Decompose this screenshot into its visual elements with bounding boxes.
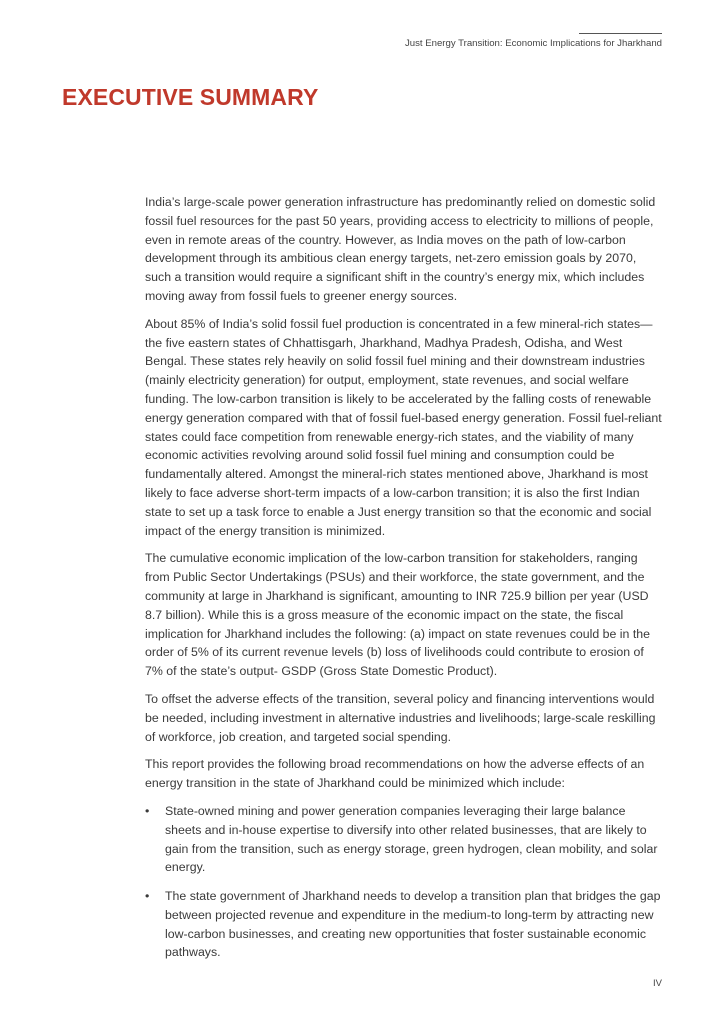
list-item-text: State-owned mining and power generation companies leveraging their large balance sheets and in-house expertise to diversify into other related businesses, that are likely to gain from the transition, such as energy storage, green hydrogen, clean mobility, and solar energy. [165, 803, 658, 875]
paragraph: India’s large-scale power generation infrastructure has predominantly relied on domestic solid fossil fuel resources for the past 50 years, providing access to electricity to millions of people, even in remote areas of the country. However, as India moves on the path of low-carbon development through its ambitious clean energy targets, net-zero emission goals by 2070, such a transition would require a significant shift in the country’s energy mix, which includes moving away from fossil fuels to greener energy sources. [145, 195, 656, 303]
paragraph: To offset the adverse effects of the transition, several policy and financing interventions would be needed, including investment in alternative industries and livelihoods; large-scale reskilling of workforce, job creation, and targeted social spending. [145, 691, 656, 744]
bullet-icon: • [145, 803, 150, 818]
paragraph: This report provides the following broad recommendations on how the adverse effects of an energy transition in the state of Jharkhand could be minimized which include: [145, 757, 645, 791]
recommendation-list [145, 802, 665, 962]
running-header: Just Energy Transition: Economic Implications for Jharkhand [404, 38, 662, 49]
page-title: EXECUTIVE SUMMARY [62, 84, 319, 110]
header-rule [579, 33, 662, 34]
list-item [145, 802, 665, 877]
bullet-icon: • [145, 889, 150, 904]
paragraph: The cumulative economic implication of the low-carbon transition for stakeholders, ranging from Public Sector Undertakings (PSUs) and their workforce, the state government, and the community at large in Jharkhand is significant, amounting to INR 725.9 billion per year (USD 8.7 billion). While this is a gross measure of the economic impact on the state, the fiscal implication for Jharkhand includes the following: (a) impact on state revenues could be in the order of 5% of its current revenue levels (b) loss of livelihoods could contribute to erosion of 7% of the state’s output- GSDP (Gross State Domestic Product). [145, 551, 651, 679]
paragraph: About 85% of India’s solid fossil fuel production is concentrated in a few mineral-rich states—the five eastern states of Chhattisgarh, Jharkhand, Madhya Pradesh, Odisha, and West Bengal. These states rely heavily on solid fossil fuel mining and their downstream industries (mainly electricity generation) for output, employment, state revenues, and social welfare funding. The low-carbon transition is likely to be accelerated by the falling costs of renewable energy generation compared with that of fossil fuel-based energy generation. Fossil fuel-reliant states could face competition from renewable energy-rich states, and the viability of many economic activities revolving around solid fossil fuel mining and consumption could be fundamentally altered. Amongst the mineral-rich states mentioned above, Jharkhand is most likely to face adverse short-term impacts of a low-carbon transition; it is also the first Indian state to set up a task force to enable a Just energy transition so that the economic and social impact of the energy transition is minimized. [145, 316, 662, 538]
body-text [145, 193, 665, 972]
list-item [145, 887, 665, 962]
page-number: IV [653, 978, 662, 989]
list-item-text: The state government of Jharkhand needs to develop a transition plan that bridges the gap between projected revenue and expenditure in the medium-to long-term by attracting new low-carbon businesses, and creating new opportunities that foster sustainable economic pathways. [165, 889, 661, 960]
